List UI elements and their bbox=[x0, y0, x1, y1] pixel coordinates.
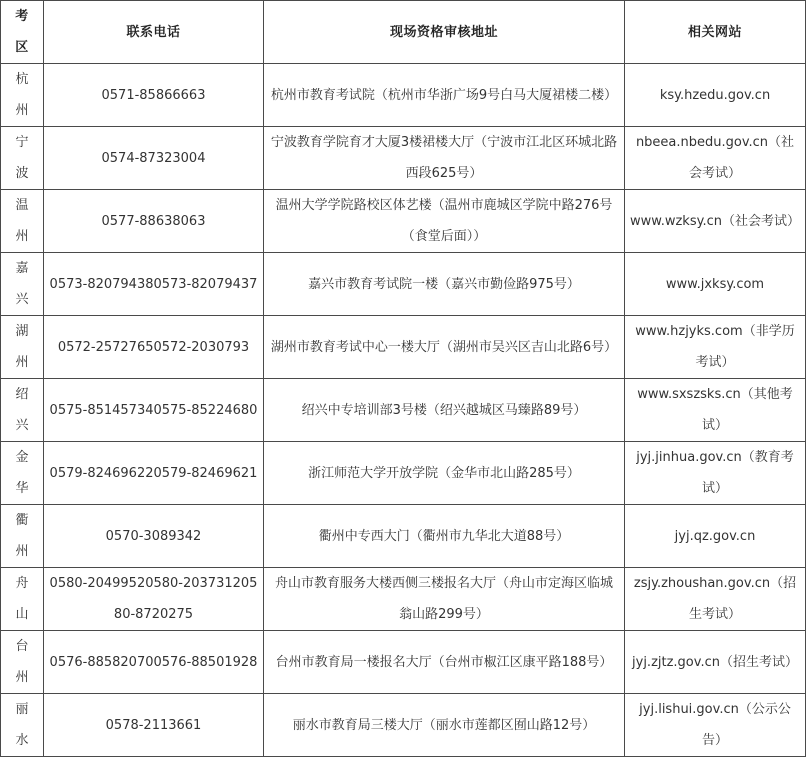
table-row bbox=[1, 316, 806, 379]
address-cell: 衢州中专西大门（衢州市九华北大道88号） bbox=[264, 505, 625, 568]
website-cell: www.hzjyks.com（非学历考试） bbox=[625, 316, 806, 379]
region-cell: 绍 兴 bbox=[1, 379, 44, 442]
website-cell: ksy.hzedu.gov.cn bbox=[625, 64, 806, 127]
phone-cell: 0575-851457340575-85224680 bbox=[44, 379, 264, 442]
address-cell: 宁波教育学院育才大厦3楼裙楼大厅（宁波市江北区环城北路西段625号） bbox=[264, 127, 625, 190]
region-cell: 台 州 bbox=[1, 631, 44, 694]
region-cell: 温 州 bbox=[1, 190, 44, 253]
region-cell: 衢 州 bbox=[1, 505, 44, 568]
address-cell: 湖州市教育考试中心一楼大厅（湖州市吴兴区吉山北路6号） bbox=[264, 316, 625, 379]
phone-cell: 0574-87323004 bbox=[44, 127, 264, 190]
website-cell: zsjy.zhoushan.gov.cn（招生考试） bbox=[625, 568, 806, 631]
phone-cell: 0571-85866663 bbox=[44, 64, 264, 127]
region-cell: 杭 州 bbox=[1, 64, 44, 127]
header-region: 考 区 bbox=[1, 1, 44, 64]
header-website: 相关网站 bbox=[625, 1, 806, 64]
phone-cell: 0573-820794380573-82079437 bbox=[44, 253, 264, 316]
website-cell: nbeea.nbedu.gov.cn（社会考试） bbox=[625, 127, 806, 190]
website-cell: www.wzksy.cn（社会考试） bbox=[625, 190, 806, 253]
region-cell: 宁 波 bbox=[1, 127, 44, 190]
table-row bbox=[1, 568, 806, 631]
address-cell: 绍兴中专培训部3号楼（绍兴越城区马臻路89号） bbox=[264, 379, 625, 442]
website-cell: jyj.qz.gov.cn bbox=[625, 505, 806, 568]
website-cell: jyj.jinhua.gov.cn（教育考试） bbox=[625, 442, 806, 505]
table-row bbox=[1, 253, 806, 316]
table-row bbox=[1, 190, 806, 253]
region-cell: 丽 水 bbox=[1, 694, 44, 757]
table-row bbox=[1, 631, 806, 694]
phone-cell: 0572-25727650572-2030793 bbox=[44, 316, 264, 379]
website-cell: jyj.lishui.gov.cn（公示公告） bbox=[625, 694, 806, 757]
website-cell: www.jxksy.com bbox=[625, 253, 806, 316]
phone-cell: 0579-824696220579-82469621 bbox=[44, 442, 264, 505]
address-cell: 杭州市教育考试院（杭州市华浙广场9号白马大厦裙楼二楼） bbox=[264, 64, 625, 127]
table-row bbox=[1, 379, 806, 442]
table-row bbox=[1, 127, 806, 190]
table-row bbox=[1, 505, 806, 568]
website-cell: www.sxszsks.cn（其他考试） bbox=[625, 379, 806, 442]
phone-cell: 0578-2113661 bbox=[44, 694, 264, 757]
phone-cell: 0576-885820700576-88501928 bbox=[44, 631, 264, 694]
phone-cell: 0580-20499520580-20373120580-8720275 bbox=[44, 568, 264, 631]
address-cell: 浙江师范大学开放学院（金华市北山路285号） bbox=[264, 442, 625, 505]
address-cell: 丽水市教育局三楼大厅（丽水市莲都区囿山路12号） bbox=[264, 694, 625, 757]
region-cell: 嘉 兴 bbox=[1, 253, 44, 316]
region-cell: 金 华 bbox=[1, 442, 44, 505]
website-cell: jyj.zjtz.gov.cn（招生考试） bbox=[625, 631, 806, 694]
phone-cell: 0570-3089342 bbox=[44, 505, 264, 568]
region-cell: 湖 州 bbox=[1, 316, 44, 379]
address-cell: 舟山市教育服务大楼西侧三楼报名大厅（舟山市定海区临城翁山路299号） bbox=[264, 568, 625, 631]
region-cell: 舟 山 bbox=[1, 568, 44, 631]
header-phone: 联系电话 bbox=[44, 1, 264, 64]
header-address: 现场资格审核地址 bbox=[264, 1, 625, 64]
table-header-row bbox=[1, 1, 806, 64]
address-cell: 台州市教育局一楼报名大厅（台州市椒江区康平路188号） bbox=[264, 631, 625, 694]
address-cell: 温州大学学院路校区体艺楼（温州市鹿城区学院中路276号（食堂后面）） bbox=[264, 190, 625, 253]
phone-cell: 0577-88638063 bbox=[44, 190, 264, 253]
table-row bbox=[1, 442, 806, 505]
table-row bbox=[1, 694, 806, 757]
table-row bbox=[1, 64, 806, 127]
address-cell: 嘉兴市教育考试院一楼（嘉兴市勤俭路975号） bbox=[264, 253, 625, 316]
